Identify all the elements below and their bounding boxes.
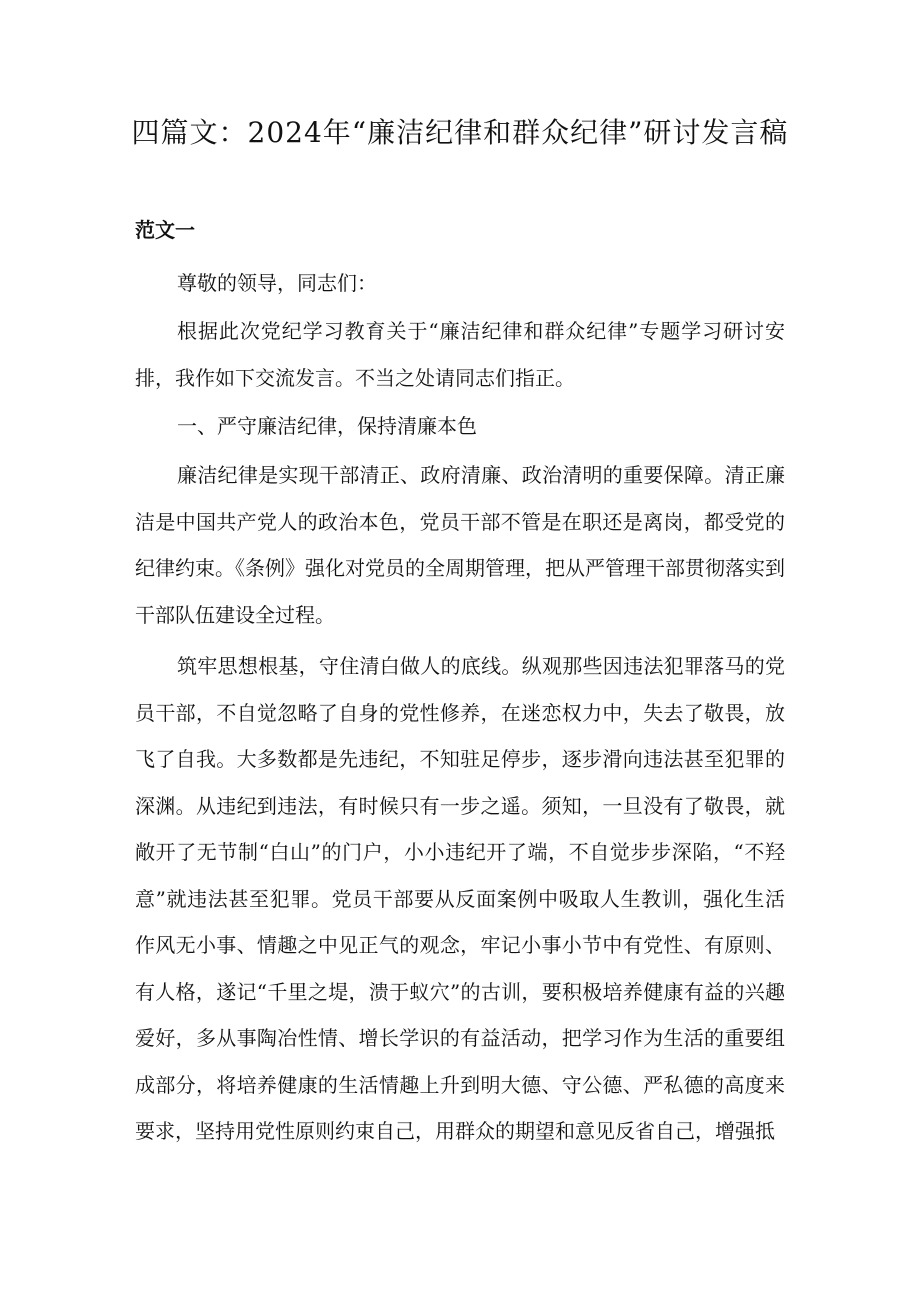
- document-title: 四篇文：2024年“廉洁纪律和群众纪律”研讨发言稿: [131, 116, 789, 149]
- intro-paragraph: 根据此次党纪学习教育关于“廉洁纪律和群众纪律”专题学习研讨安排，我作如下交流发言。不当之处请同志们指正。: [135, 319, 785, 390]
- body-paragraph: 廉洁纪律是实现干部清正、政府清廉、政治清明的重要保障。清正廉洁是中国共产党人的政治本色，党员干部不管是在职还是离岗，都受党的纪律约束。《条例》强化对党员的全周期管理，把从严管理干部贯彻落实到干部队伍建设全过程。: [135, 463, 785, 627]
- greeting-paragraph: 尊敬的领导，同志们：: [177, 271, 377, 295]
- section-heading: 一、严守廉洁纪律，保持清廉本色: [177, 414, 477, 438]
- body-paragraph: 筑牢思想根基，守住清白做人的底线。纵观那些因违法犯罪落马的党员干部，不自觉忽略了自身的党性修养，在迷恋权力中，失去了敬畏，放飞了自我。大多数都是先违纪，不知驻足停步，逐步滑向违法甚至犯罪的深渊。从违纪到违法，有时候只有一步之遥。须知，一旦没有了敬畏，就敞开了无节制“白山”的门户，小小违纪开了端，不自觉步步深陷，“不羟意”就违法甚至犯罪。党员干部要从反面案例中吸取人生教训，强化生活作风无小事、情趣之中见正气的观念，牢记小事小节中有党性、有原则、有人格，遂记“千里之堤，溃于蚁穴”的古训，要积极培养健康有益的兴趣爱好，多从事陶冶性情、增长学识的有益活动，把学习作为生活的重要组成部分，将培养健康的生活情趣上升到明大德、守公德、严私德的高度来要求，坚持用党性原则约束自己，用群众的期望和意见反省自己，增强抵: [135, 654, 785, 1143]
- section-label: 范文一: [135, 218, 195, 242]
